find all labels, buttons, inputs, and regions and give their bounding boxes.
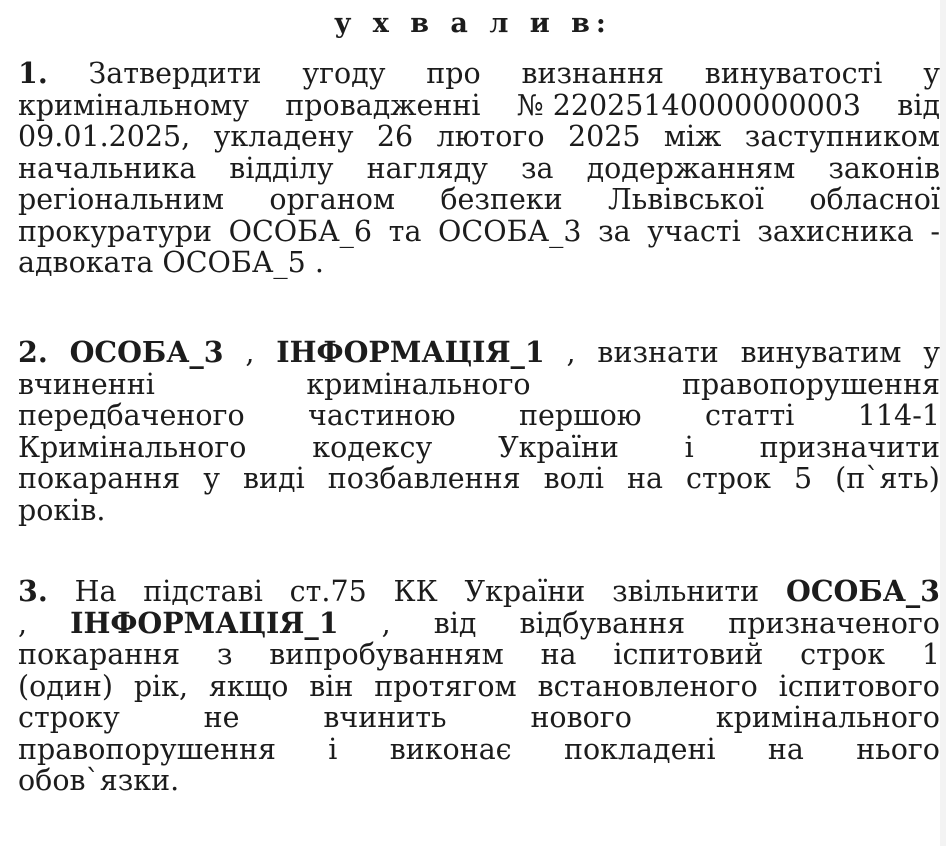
bold-word: 3.: [18, 574, 48, 608]
bold-word: ІНФОРМАЦІЯ_1: [276, 335, 545, 369]
word: протягом: [374, 669, 517, 703]
word: іспитового: [778, 669, 940, 703]
word: нього: [856, 732, 940, 766]
word: ,: [18, 606, 28, 640]
text-line: [18, 184, 940, 216]
word: на: [540, 638, 577, 671]
text-line: [18, 734, 940, 766]
word: у: [203, 462, 220, 495]
word: винуватим: [740, 336, 902, 369]
word: звільнити: [612, 575, 760, 608]
text-line: [18, 58, 940, 90]
word: рік,: [133, 669, 189, 703]
word: між: [663, 120, 722, 153]
resolution-heading: у х в а л и в:: [334, 8, 612, 39]
text-line: [18, 121, 940, 153]
word: (п`ять): [835, 462, 940, 495]
word: нагляду: [366, 151, 488, 185]
word: з: [216, 638, 233, 671]
word: призначити: [759, 430, 940, 464]
word: 1: [921, 638, 940, 671]
word: (один): [18, 669, 113, 703]
word: про: [426, 57, 481, 90]
word: першою: [519, 399, 642, 432]
word: кримінальному: [18, 88, 250, 122]
text-line: [18, 369, 940, 401]
word: статті: [705, 399, 795, 432]
word: ОСОБА_3: [438, 214, 582, 248]
word: винуватості: [704, 57, 883, 90]
word: 2025: [567, 120, 641, 153]
text-line: [18, 671, 940, 703]
word: прокуратури: [18, 214, 212, 248]
page-edge: [940, 0, 946, 846]
word: і: [328, 732, 338, 766]
word: частиною: [308, 399, 456, 432]
word: додержанням: [586, 151, 796, 185]
word: участі: [647, 214, 741, 248]
word: обласної: [809, 183, 940, 216]
word: від: [897, 88, 940, 122]
text-line: [18, 216, 940, 248]
word: на: [627, 462, 664, 495]
word: років.: [18, 493, 106, 527]
word: Львівської: [607, 183, 765, 216]
paragraph-2: [18, 337, 940, 526]
word: 5: [794, 462, 813, 495]
word: начальника: [18, 151, 197, 185]
word: волі: [543, 462, 605, 495]
word: укладену: [213, 120, 354, 153]
text-line: [18, 702, 940, 734]
word: кримінального: [306, 367, 531, 401]
word: 09.01.2025,: [18, 120, 191, 153]
word: та: [388, 214, 422, 248]
text-line: [18, 90, 940, 122]
word: КК: [393, 575, 438, 608]
word: захисника: [757, 214, 914, 248]
bold-word: 1.: [18, 56, 48, 90]
text-line: [18, 337, 940, 369]
text-line: [18, 153, 940, 185]
word: 114-1: [857, 399, 940, 432]
word: не: [203, 701, 240, 734]
text-line: [18, 639, 940, 671]
word: -: [930, 214, 940, 248]
word: України: [498, 430, 619, 464]
word: вчинить: [323, 701, 447, 734]
word: правопорушення: [18, 732, 276, 766]
word: призначеного: [728, 606, 940, 640]
word: за: [520, 151, 554, 185]
word: за: [598, 214, 631, 248]
bold-word: ІНФОРМАЦІЯ_1: [70, 605, 339, 640]
word: № 22025140000000003: [516, 88, 862, 122]
text-line: [18, 605, 940, 640]
word: позбавлення: [327, 462, 521, 495]
word: На: [74, 575, 117, 608]
word: виконає: [389, 732, 512, 766]
word: ОСОБА_6: [228, 214, 373, 248]
word: 26: [376, 120, 414, 153]
text-line: [18, 765, 940, 797]
word: кримінального: [715, 701, 940, 734]
word: передбаченого: [18, 399, 245, 432]
word: провадженні: [285, 88, 481, 122]
word: визнання: [521, 57, 665, 90]
word: покарання: [18, 638, 181, 671]
word: він: [309, 669, 354, 703]
word: ст.75: [289, 575, 367, 608]
word: угоду: [302, 57, 386, 90]
word: і: [684, 430, 694, 464]
text-line: [18, 432, 940, 464]
word: строк: [686, 462, 771, 495]
word: строк: [800, 638, 886, 671]
word: органом: [269, 183, 396, 216]
bold-word: ОСОБА_3: [69, 335, 224, 369]
text-line: [18, 247, 940, 279]
word: покарання: [18, 462, 181, 495]
text-line: [18, 495, 940, 527]
word: виді: [242, 462, 305, 495]
word: відділу: [229, 151, 334, 185]
word: законів: [828, 151, 940, 185]
word: ,: [245, 336, 255, 369]
word: лютого: [436, 120, 545, 153]
word: Кримінального: [18, 430, 247, 464]
word: правопорушення: [682, 367, 940, 401]
text-line: [18, 576, 940, 608]
word: безпеки: [440, 183, 563, 216]
word: вчиненні: [18, 367, 155, 401]
word: строку: [18, 701, 120, 734]
paragraph-3: [18, 576, 940, 797]
word: ,: [566, 336, 576, 369]
word: встановленого: [537, 669, 758, 703]
word: ,: [381, 606, 391, 640]
word: кодексу: [312, 430, 433, 464]
word: України: [464, 575, 586, 608]
word: випробуванням: [269, 638, 504, 671]
word: Затвердити: [88, 57, 262, 90]
word: обов`язки.: [18, 764, 180, 797]
word: покладені: [563, 732, 716, 766]
word: якщо: [208, 669, 289, 703]
bold-word: ОСОБА_3: [786, 574, 940, 608]
paragraph-1: [18, 58, 940, 279]
text-line: [18, 463, 940, 495]
word: відбування: [519, 606, 686, 640]
word: заступником: [744, 120, 940, 153]
word: на: [767, 732, 804, 766]
word: визнати: [597, 336, 719, 369]
word: регіональним: [18, 183, 225, 216]
word: адвоката ОСОБА_5 .: [18, 246, 324, 279]
word: іспитовий: [613, 638, 764, 671]
text-line: [18, 400, 940, 432]
word: від: [433, 606, 477, 640]
word: у: [923, 57, 940, 90]
bold-word: 2.: [18, 335, 48, 369]
word: у: [923, 336, 940, 369]
word: підставі: [143, 575, 263, 608]
word: нового: [530, 701, 632, 734]
